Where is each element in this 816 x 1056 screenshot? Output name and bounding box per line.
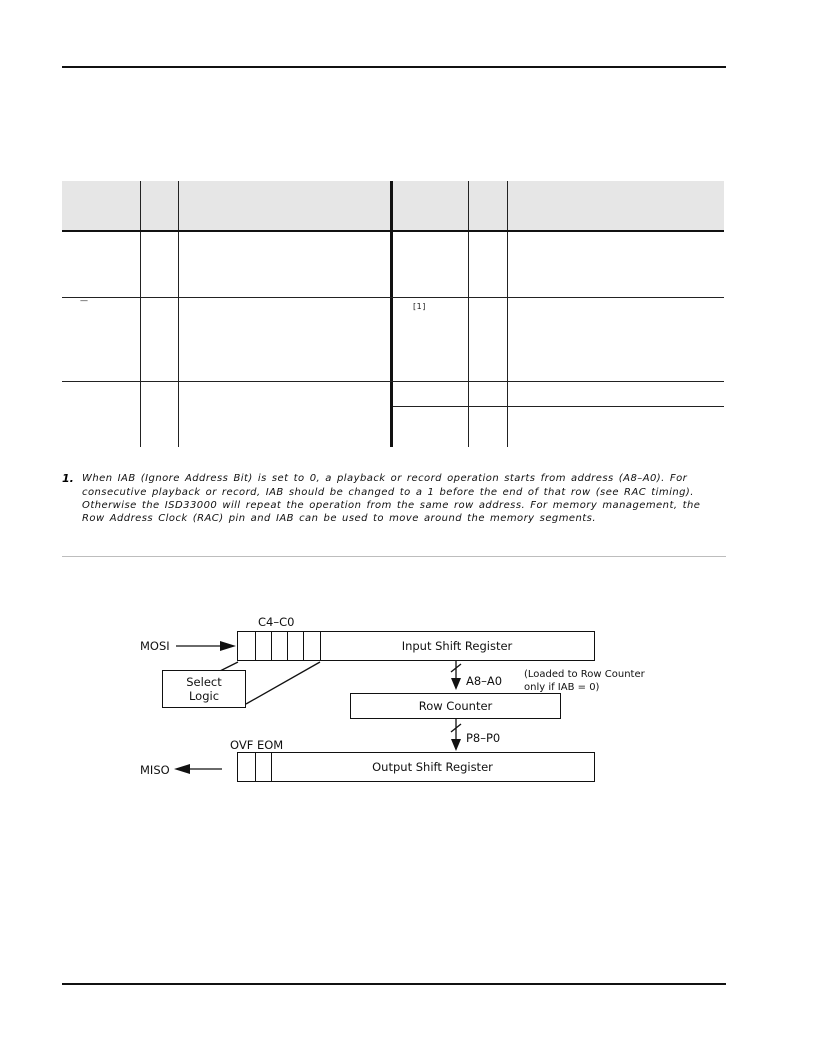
control-bit-cell [287, 632, 304, 660]
address-bus-label: A8–A0 [466, 674, 503, 688]
input-shift-register-label: Input Shift Register [401, 639, 513, 653]
control-bit-cell [271, 632, 288, 660]
control-bit-cell [303, 632, 321, 660]
status-bits-label: OVF EOM [230, 738, 284, 752]
row-counter-block [350, 693, 561, 719]
pointer-bus-arrowhead [451, 739, 461, 751]
output-shift-register [237, 752, 595, 782]
select-logic-label-line2: Logic [188, 689, 220, 703]
row-counter-label: Row Counter [418, 699, 493, 713]
control-bits-label: C4–C0 [258, 615, 295, 629]
footnote-number: 1. [62, 472, 74, 485]
output-shift-register-label: Output Shift Register [372, 760, 493, 774]
status-bit-cell [238, 753, 256, 781]
control-bit-cell [255, 632, 272, 660]
select-logic-block [162, 670, 246, 708]
mosi-label: MOSI [140, 639, 170, 653]
address-bus-arrowhead [451, 678, 461, 690]
select-logic-label [163, 671, 245, 707]
pointer-bus-label: P8–P0 [466, 731, 501, 745]
footnote-line: Row Address Clock (RAC) pin and IAB can be used to move around the memory segments. [82, 513, 596, 524]
select-logic-label-line1: Select [186, 675, 222, 689]
table-cell-overbar: — [80, 296, 89, 305]
input-shift-register [237, 631, 595, 661]
table-cell-note-ref: [1] [413, 302, 426, 311]
load-note-line1: (Loaded to Row Counter [524, 669, 645, 680]
miso-arrowhead [174, 764, 190, 774]
miso-label: MISO [140, 763, 170, 777]
select-logic-connector-bottom [246, 662, 320, 704]
load-note-line2: only if IAB = 0) [524, 682, 600, 693]
footnote-line: When IAB (Ignore Address Bit) is set to 0, a playback or record operation starts from address (A8–A0). For [82, 473, 688, 484]
mosi-arrowhead [220, 641, 236, 651]
load-note [524, 668, 645, 694]
footnote-line: consecutive playback or record, IAB should be changed to a 1 before the end of that row (see RAC timing). [82, 487, 694, 498]
status-bit-cell [255, 753, 272, 781]
control-bit-cell [238, 632, 256, 660]
footnote-line: Otherwise the ISD33000 will repeat the operation from the same row address. For memory management, the [82, 500, 701, 511]
